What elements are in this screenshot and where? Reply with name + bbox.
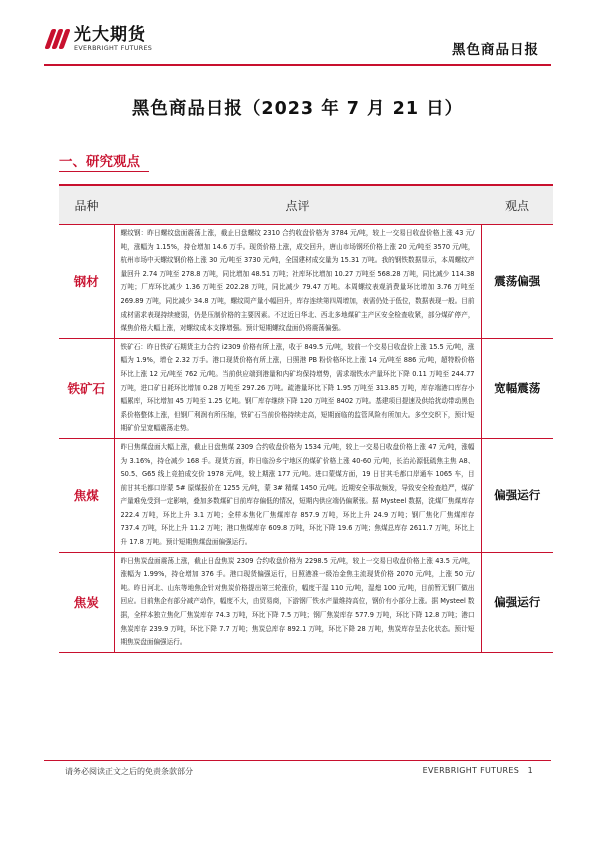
header-report-title: 黑色商品日报: [452, 42, 539, 58]
variety-cell: 钢材: [59, 225, 114, 339]
footer-divider: [44, 760, 551, 761]
section-title: 一、研究观点: [59, 154, 140, 170]
table-row-steel: [59, 225, 553, 339]
logo-english-name: EVERBRIGHT FUTURES: [74, 44, 153, 52]
footer-brand: EVERBRIGHT FUTURES: [422, 766, 520, 775]
everbright-logo: [44, 26, 152, 52]
table-row-coking-coal: [59, 438, 553, 552]
everbright-logo-icon: [44, 27, 70, 51]
document-title: 黑色商品日报（2023 年 7 月 21 日）: [131, 99, 464, 119]
table-header-row: [59, 185, 553, 225]
variety-cell: 铁矿石: [59, 338, 114, 438]
view-cell: 宽幅震荡: [481, 338, 553, 438]
logo-chinese-name: 光大期货: [74, 25, 146, 45]
header-comment: 点评: [114, 185, 481, 225]
table-row-coke: [59, 552, 553, 652]
section-underline: [59, 171, 149, 172]
header-view: 观点: [481, 185, 553, 225]
view-cell: 偏强运行: [481, 438, 553, 552]
variety-cell: 焦煤: [59, 438, 114, 552]
view-cell: 震荡偏强: [481, 225, 553, 339]
header-divider: [44, 64, 551, 66]
footer-brand-page: [423, 766, 533, 775]
variety-cell: 焦炭: [59, 552, 114, 652]
comment-cell: 昨日焦煤盘面大幅上涨，截止日盘焦煤 2309 合约收盘价格为 1534 元/吨，较上一交易日收盘价格上涨 47 元/吨，涨幅为 3.16%，持仓减少 168 手。现货方面，昨日临汾乡宁地区的煤矿价格上涨 40-60 元/吨，长治沁源低硫焦主焦 A8、S0.5、G65 线上竞拍成交价 1978 元/吨，较上期涨 177 元/吨。进口蒙煤方面，19 日甘其毛都口岸通车 1065 车，目前甘其毛都口岸蒙 5# 原煤报价在 1255 元/吨，蒙 3# 精煤 1450 元/吨。近期安全事故频发，导致安全检查趋严，煤矿产量难免受到一定影响，叠加多数煤矿目前库存偏低的情况，短期内供应端仍偏紧张。据 Mysteel 数据，洗煤厂焦煤库存 222.4 万吨，环比上升 3.1 万吨；全样本焦化厂焦煤库存 857.9 万吨，环比上升 24.9 万吨；钢厂焦化厂焦煤库存 737.4 万吨，环比上升 11.2 万吨；港口焦煤库存 609.8 万吨，环比下降 19.6 万吨；焦煤总库存 2611.7 万吨，环比上升 17.8 万吨。预计短期焦煤盘面偏强运行。: [114, 438, 481, 552]
comment-cell: 昨日焦炭盘面震荡上涨，截止日盘焦炭 2309 合约收盘价格为 2298.5 元/吨，较上一交易日收盘价格上涨 43.5 元/吨，涨幅为 1.99%，持仓增加 376 手。港口现货偏强运行，日照港准一级冶金焦主流现货价格 2070 元/吨，上涨 50 元/吨。昨日河北、山东等地焦企针对焦炭价格提出第三轮涨价，幅度干湿 110 元/吨，湿熄 100 元/吨，目前暂无钢厂做出回应。目前焦企有部分减产动作，幅度不大，由贸易商，下游钢厂铁水产量维持高位，钢价有小部分上涨。据 Mysteel 数据，全样本独立焦化厂焦炭库存 74.3 万吨，环比下降 7.5 万吨；钢厂焦炭库存 577.9 万吨，环比下降 12.8 万吨；港口焦炭库存 239.9 万吨，环比下降 7.7 万吨；焦炭总库存 892.1 万吨，环比下降 28 万吨，焦炭库存呈去化状态。预计短期焦炭盘面偏强运行。: [114, 552, 481, 652]
table-row-iron-ore: [59, 338, 553, 438]
comment-cell: 螺纹钢：昨日螺纹盘面震荡上涨，截止日盘螺纹 2310 合约收盘价格为 3784 元/吨，较上一交易日收盘价格上涨 43 元/吨，涨幅为 1.15%，持仓增加 14.6 万手。现货价格上涨，成交回升，唐山市场钢坯价格上涨 20 元/吨至 3570 元/吨，杭州市场中天螺纹钢价格上涨 30 元/吨至 3730 元/吨，全国建材成交量为 15.31 万吨。我的钢铁数据显示，本周螺纹产量回升 2.74 万吨至 278.8 万吨，同比增加 48.51 万吨；社库环比增加 10.27 万吨至 568.28 万吨，同比减少 114.38 万吨；厂库环比减少 1.36 万吨至 202.28 万吨，同比减少 79.47 万吨。本周螺纹表观消费量环比增加 3.76 万吨至 269.89 万吨，同比减少 34.8 万吨，螺纹周产量小幅回升，库存连续第四周增加，表需仍处于低位，数据表现一般。目前成材需求表现持续疲弱，仍是压制价格的主要因素。不过近日华北、西北多地煤矿主产区安全检查收紧，部分煤矿停产，煤焦价格大幅上涨，对螺纹成本支撑增强。预计短期螺纹盘面仍将震荡偏强。: [114, 225, 481, 339]
research-view-table: [59, 184, 553, 653]
view-cell: 偏强运行: [481, 552, 553, 652]
comment-cell: 铁矿石：昨日铁矿石期货主力合约 i2309 价格有所上涨，收于 849.5 元/吨，较前一个交易日收盘价上涨 15.5 元/吨，涨幅为 1.9%，增仓 2.32 万手。港口现货价格有所上涨，日照港 PB 粉价格环比上涨 14 元/吨至 886 元/吨，超特粉价格环比上涨 12 元/吨至 762 元/吨。当前供应端到港量和内矿均保持增势，需求端铁水产量环比下降 0.11 万吨至 244.77 万吨，进口矿日耗环比增加 0.28 万吨至 297.26 万吨。疏港量环比下降 1.95 万吨至 313.85 万吨，库存端港口库存小幅累库，环比增加 45 万吨至 1.25 亿吨。钢厂库存继续下降 120 万吨至 8402 万吨。基建项目提速及供给扰动带动黑色系价格整体上涨，但钢厂利润有所压缩，铁矿石当前价格持续走高，短期面临的监管风险有所加大。多空交织下，预计短期矿价呈宽幅震荡走势。: [114, 338, 481, 438]
header-variety: 品种: [59, 185, 114, 225]
footer-disclaimer: 请务必阅读正文之后的免责条款部分: [65, 767, 193, 776]
page-header: [0, 0, 595, 66]
page-number: 1: [527, 766, 533, 775]
